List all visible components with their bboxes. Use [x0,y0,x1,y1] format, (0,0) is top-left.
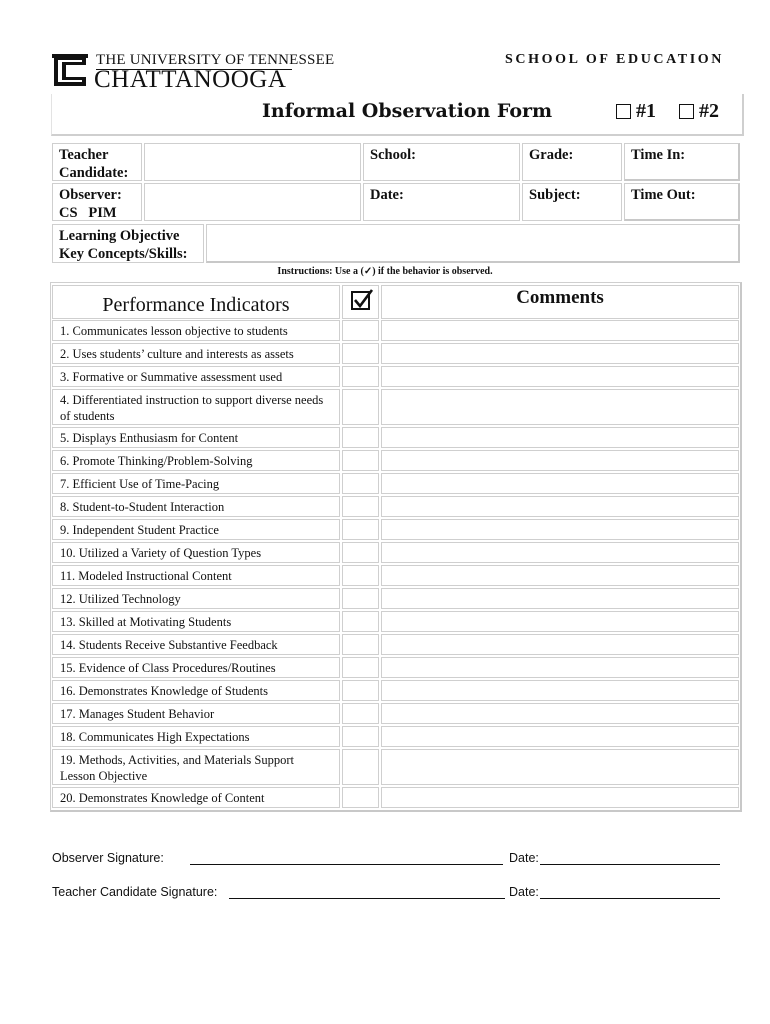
candidate-signature-line[interactable] [229,898,505,899]
table-row [52,519,739,540]
subject-label: Subject: [529,187,581,203]
subject-field[interactable] [522,183,622,221]
table-row [52,427,739,448]
table-row [52,787,739,808]
table-row [52,634,739,655]
option-1-checkbox[interactable] [616,100,656,123]
indicator-label: 9. Independent Student Practice [52,519,340,540]
observed-check-cell[interactable] [342,473,379,494]
table-row [52,496,739,517]
comments-header: Comments [381,285,739,319]
observed-check-cell[interactable] [342,389,379,425]
table-row [52,450,739,471]
indicator-label: 8. Student-to-Student Interaction [52,496,340,517]
grade-field[interactable] [522,143,622,181]
observed-check-cell[interactable] [342,634,379,655]
observed-check-cell[interactable] [342,749,379,785]
learning-objective-field[interactable] [206,224,740,263]
university-name-line2: CHATTANOOGA [94,66,287,93]
school-name: SCHOOL OF EDUCATION [505,52,724,67]
option-2-checkbox[interactable] [679,100,719,123]
time-out-field[interactable] [624,183,740,221]
empty-checkbox-icon [616,104,631,119]
comments-cell[interactable] [381,634,739,655]
instructions-text-end: ) if the behavior is observed. [372,266,493,277]
observed-column-header [342,285,379,319]
time-in-field[interactable] [624,143,740,181]
grade-label: Grade: [529,147,574,163]
indicator-label: 10. Utilized a Variety of Question Types [52,542,340,563]
indicator-label: 15. Evidence of Class Procedures/Routines [52,657,340,678]
indicator-label: 7. Efficient Use of Time-Pacing [52,473,340,494]
comments-cell[interactable] [381,320,739,341]
learning-objective-label: Learning Objective [59,228,180,244]
observed-check-cell[interactable] [342,787,379,808]
teacher-candidate-field[interactable] [144,143,361,181]
observed-check-cell[interactable] [342,588,379,609]
comments-cell[interactable] [381,588,739,609]
comments-cell[interactable] [381,787,739,808]
school-field[interactable] [363,143,520,181]
table-row [52,366,739,387]
checked-box-icon [343,286,378,318]
comments-cell[interactable] [381,565,739,586]
observer-label: Observer: [59,187,122,203]
comments-cell[interactable] [381,749,739,785]
table-row [52,343,739,364]
date-field[interactable] [363,183,520,221]
key-concepts-label: Key Concepts/Skills: [59,246,188,262]
comments-cell[interactable] [381,680,739,701]
table-row [52,588,739,609]
university-name-line1: THE UNIVERSITY OF TENNESSEE [96,52,335,68]
observed-check-cell[interactable] [342,366,379,387]
indicator-label: 12. Utilized Technology [52,588,340,609]
observed-check-cell[interactable] [342,427,379,448]
comments-cell[interactable] [381,703,739,724]
observed-check-cell[interactable] [342,542,379,563]
observed-check-cell[interactable] [342,320,379,341]
table-row [52,703,739,724]
comments-cell[interactable] [381,473,739,494]
observer-signature-line[interactable] [190,864,503,865]
comments-cell[interactable] [381,657,739,678]
candidate-date-label: Date: [509,885,539,899]
checkmark-icon: ✓ [363,266,373,277]
indicator-label: 4. Differentiated instruction to support diverse needs of students [52,389,340,425]
table-row [52,611,739,632]
option-2-label: #2 [699,100,719,122]
observer-signature-label: Observer Signature: [52,851,164,865]
table-row [52,320,739,341]
table-row [52,657,739,678]
table-row [52,680,739,701]
comments-cell[interactable] [381,366,739,387]
indicator-label: 13. Skilled at Motivating Students [52,611,340,632]
comments-cell[interactable] [381,450,739,471]
indicator-label: 20. Demonstrates Knowledge of Content [52,787,340,808]
comments-cell[interactable] [381,389,739,425]
observer-date-label: Date: [509,851,539,865]
option-1-label: #1 [636,100,656,122]
form-title: Informal Observation Form [262,100,553,122]
indicator-label: 11. Modeled Instructional Content [52,565,340,586]
table-row [52,565,739,586]
comments-cell[interactable] [381,496,739,517]
table-row [52,726,739,747]
indicator-label: 19. Methods, Activities, and Materials Support Lesson Objective [52,749,340,785]
comments-cell[interactable] [381,343,739,364]
indicator-label: 14. Students Receive Substantive Feedback [52,634,340,655]
observed-check-cell[interactable] [342,496,379,517]
candidate-signature-label: Teacher Candidate Signature: [52,885,218,899]
objective-label-cell [52,224,204,263]
table-row [52,473,739,494]
comments-cell[interactable] [381,519,739,540]
indicator-label: 6. Promote Thinking/Problem-Solving [52,450,340,471]
observer-label-cell [52,183,142,221]
table-row [52,542,739,563]
time-out-label: Time Out: [631,187,696,203]
table-row [52,749,739,785]
observed-check-cell[interactable] [342,565,379,586]
comments-cell[interactable] [381,427,739,448]
indicator-label: 17. Manages Student Behavior [52,703,340,724]
time-in-label: Time In: [631,147,686,163]
performance-indicators-header: Performance Indicators [52,285,340,319]
empty-checkbox-icon [679,104,694,119]
indicator-label: 18. Communicates High Expectations [52,726,340,747]
indicator-label: 2. Uses students’ culture and interests as assets [52,343,340,364]
indicator-label: 16. Demonstrates Knowledge of Students [52,680,340,701]
indicator-label: 5. Displays Enthusiasm for Content [52,427,340,448]
teacher-candidate-label: Teacher Candidate: [52,143,142,181]
observed-check-cell[interactable] [342,680,379,701]
observed-check-cell[interactable] [342,726,379,747]
comments-cell[interactable] [381,611,739,632]
instructions-text-start: Instructions: Use a ( [277,266,364,277]
observed-check-cell[interactable] [342,657,379,678]
observer-field[interactable] [144,183,361,221]
indicator-label: 3. Formative or Summative assessment used [52,366,340,387]
instructions [0,266,770,277]
observer-type: CS PIM [59,205,117,221]
observer-date-line[interactable] [540,864,720,865]
school-label: School: [370,147,416,163]
observed-check-cell[interactable] [342,450,379,471]
observed-check-cell[interactable] [342,343,379,364]
observed-check-cell[interactable] [342,703,379,724]
table-row [52,389,739,425]
utc-logo-icon [50,52,90,90]
candidate-date-line[interactable] [540,898,720,899]
comments-cell[interactable] [381,542,739,563]
date-label: Date: [370,187,404,203]
observed-check-cell[interactable] [342,519,379,540]
indicator-label: 1. Communicates lesson objective to students [52,320,340,341]
observed-check-cell[interactable] [342,611,379,632]
comments-cell[interactable] [381,726,739,747]
